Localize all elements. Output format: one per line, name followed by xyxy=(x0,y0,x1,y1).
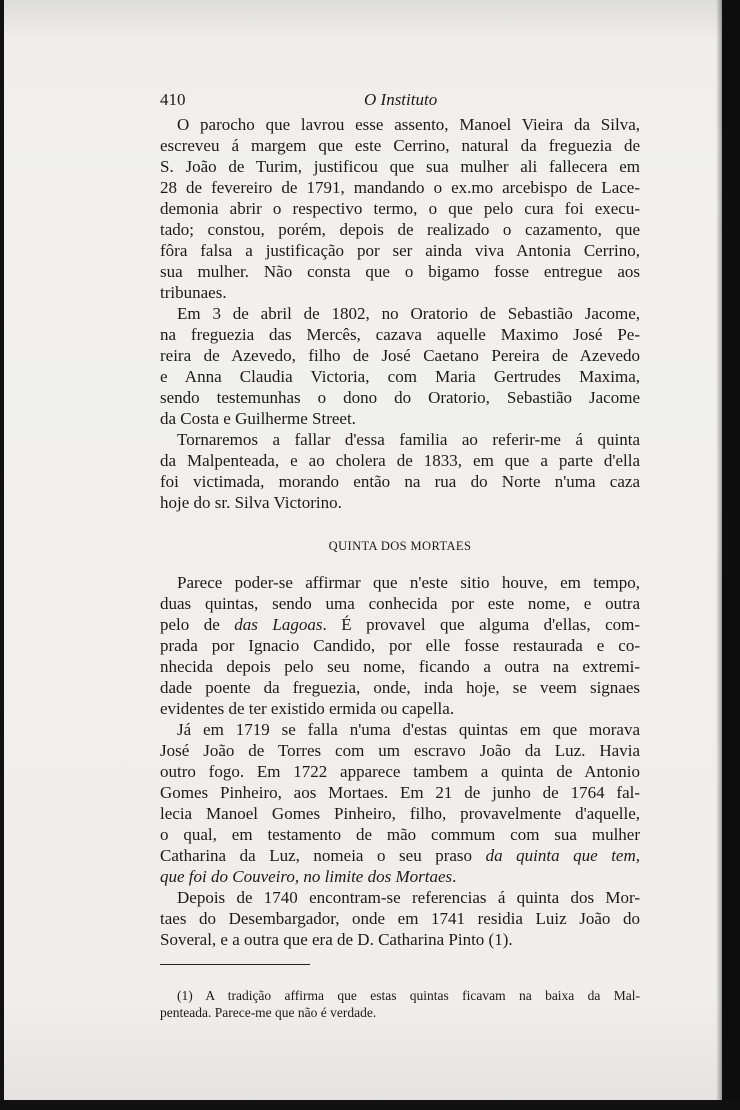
footnote-line: penteada. Parece-me que não é verdade. xyxy=(160,1005,377,1020)
text-line xyxy=(160,614,640,635)
paragraph-1 xyxy=(160,114,640,303)
text-line: outro fogo. Em 1722 apparece tambem a quinta de Antonio xyxy=(160,762,640,781)
text-line: Em 3 de abril de 1802, no Oratorio de Sebastião Jacome, xyxy=(177,304,640,323)
section-heading: QUINTA DOS MORTAES xyxy=(328,539,472,553)
text-line: fôra falsa a justificação por ser ainda viva Antonia Cerrino, xyxy=(160,241,640,260)
page-header xyxy=(160,84,640,114)
paragraph-6 xyxy=(160,887,640,950)
text-line: Gomes Pinheiro, aos Mortaes. Em 21 de junho de 1764 fal- xyxy=(160,783,640,802)
text-line: Parece poder-se affirmar que n'este sitio houve, em tempo, xyxy=(177,573,640,592)
text-line: duas quintas, sendo uma conhecida por este nome, e outra xyxy=(160,594,640,613)
book-page xyxy=(160,84,640,1021)
text-line: demonia abrir o respectivo termo, o que pelo cura foi execu- xyxy=(160,199,640,218)
scan-left-edge xyxy=(0,0,4,1110)
footnote-line: (1) A tradição affirma que estas quintas ficavam na baixa da Mal- xyxy=(177,988,640,1003)
paragraph-3 xyxy=(160,429,640,513)
paragraph-5 xyxy=(160,719,640,887)
text-line: e Anna Claudia Victoria, com Maria Gertrudes Maxima, xyxy=(160,367,640,386)
text-run: pelo de xyxy=(160,615,235,634)
text-line: evidentes de ter existido ermida ou capella. xyxy=(160,699,455,718)
text-line: sendo testemunhas o dono do Oratorio, Sebastião Jacome xyxy=(160,388,640,407)
text-run: . xyxy=(452,867,457,886)
footnote-divider xyxy=(160,964,310,965)
text-line: escreveu á margem que este Cerrino, natural da freguezia de xyxy=(160,136,640,155)
text-run: Catharina da Luz, nomeia o seu praso xyxy=(160,846,486,865)
scan-right-edge xyxy=(722,0,740,1110)
text-line: dade poente da freguezia, onde, inda hoje, se veem signaes xyxy=(160,678,640,697)
text-line: Tornaremos a fallar d'essa familia ao referir-me á quinta xyxy=(177,430,640,449)
text-line: foi victimada, morando então na rua do Norte n'uma caza xyxy=(160,472,640,491)
running-title: O Instituto xyxy=(364,90,438,109)
text-line: S. João de Turim, justificou que sua mulher ali fallecera em xyxy=(160,157,640,176)
text-line xyxy=(160,845,640,866)
text-line: Depois de 1740 encontram-se referencias á quinta dos Mor- xyxy=(177,888,640,907)
text-line: Soveral, e a outra que era de D. Catharina Pinto (1). xyxy=(160,930,513,949)
text-line: 28 de fevereiro de 1791, mandando o ex.mo arcebispo de Lace- xyxy=(160,178,640,197)
text-line: hoje do sr. Silva Victorino. xyxy=(160,493,342,512)
italic-text: da quinta que tem, xyxy=(485,846,640,865)
text-run: . É provavel que alguma d'ellas, com- xyxy=(322,615,640,634)
text-line: na freguezia das Mercês, cazava aquelle Maximo José Pe- xyxy=(160,325,640,344)
paragraph-4 xyxy=(160,572,640,719)
text-line: O parocho que lavrou esse assento, Manoel Vieira da Silva, xyxy=(177,115,640,134)
text-line: da Costa e Guilherme Street. xyxy=(160,409,356,428)
text-line: nhecida depois pelo seu nome, ficando a outra na extremi- xyxy=(160,657,640,676)
text-line: da Malpenteada, e ao cholera de 1833, em que a parte d'ella xyxy=(160,451,640,470)
paragraph-2 xyxy=(160,303,640,429)
page-number: 410 xyxy=(160,90,186,109)
text-line: tribunaes. xyxy=(160,283,227,302)
text-line: reira de Azevedo, filho de José Caetano Pereira de Azevedo xyxy=(160,346,640,365)
text-line: José João de Torres com um escravo João da Luz. Havia xyxy=(160,741,640,760)
text-line: tado; constou, porém, depois de realizado o cazamento, que xyxy=(160,220,640,239)
italic-text: das Lagoas xyxy=(234,615,323,634)
text-line: o qual, em testamento de mão commum com sua mulher xyxy=(160,825,640,844)
text-line: Já em 1719 se falla n'uma d'estas quintas em que morava xyxy=(177,720,640,739)
italic-text: que foi do Couveiro, no limite dos Mortaes xyxy=(160,867,453,886)
text-line: sua mulher. Não consta que o bigamo fosse entregue aos xyxy=(160,262,640,281)
text-line: prada por Ignacio Candido, por elle fosse restaurada e co- xyxy=(160,636,640,655)
text-line xyxy=(160,866,640,887)
scan-bottom-edge xyxy=(0,1100,740,1110)
text-line: lecia Manoel Gomes Pinheiro, filho, provavelmente d'aquelle, xyxy=(160,804,640,823)
footnote xyxy=(160,987,640,1021)
text-line: taes do Desembargador, onde em 1741 residia Luiz João do xyxy=(160,909,640,928)
